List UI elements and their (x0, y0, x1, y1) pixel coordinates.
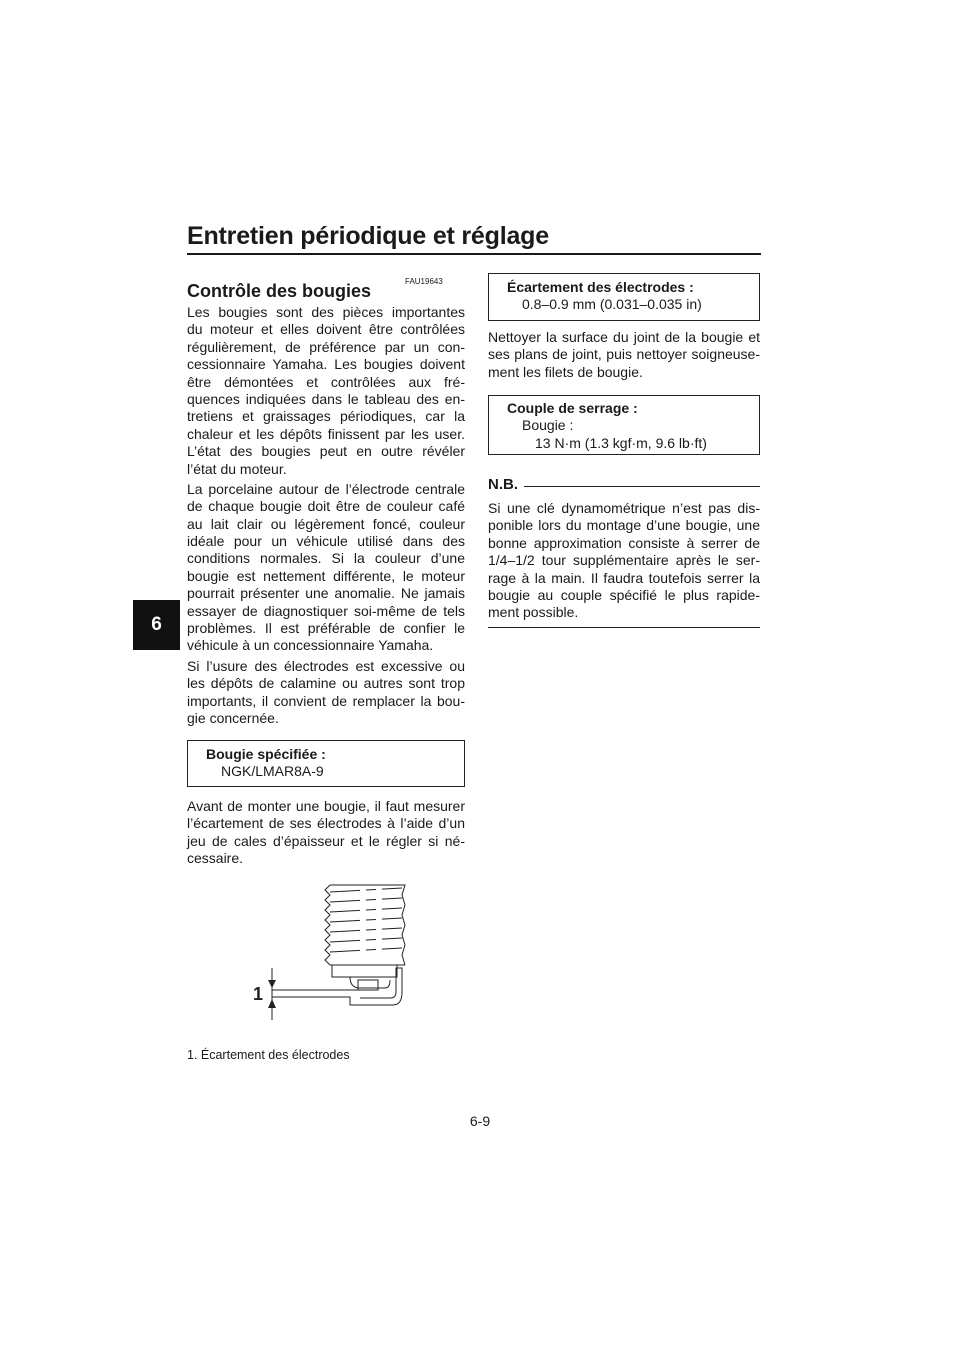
note-body (488, 500, 760, 622)
callout-1: 1 (253, 984, 264, 1004)
chapter-tab: 6 (133, 600, 180, 650)
text-line: les dépôts de calamine ou autres sont trop (187, 675, 465, 692)
text-line: Les bougies sont des pièces importantes (187, 304, 465, 320)
text-line: tretiens et graissages périodiques, car la (187, 408, 465, 425)
text-line: gie concernée. (187, 709, 279, 726)
spec-label: Bougie spécifiée : (206, 746, 326, 762)
text-line: problèmes. Il est préférable de confier le (187, 620, 465, 637)
figure-caption: 1. Écartement des électrodes (187, 1048, 350, 1062)
note-label: N.B. (488, 476, 518, 493)
text-line: Si une clé dynamométrique n’est pas dis- (488, 500, 760, 516)
text-line: l’état du moteur. (187, 460, 287, 477)
text-line: véhicule à un concessionnaire Yamaha. (187, 637, 434, 654)
page-number: 6-9 (469, 1113, 491, 1129)
text-line: ses plans de joint, puis nettoyer soigneuse- (488, 346, 760, 363)
spec-label: Couple de serrage : (507, 400, 638, 416)
page-title: Entretien périodique et réglage (187, 222, 549, 250)
note-end-rule (488, 627, 760, 628)
text-line: Avant de monter une bougie, il faut mesurer (187, 798, 465, 814)
text-line: bonne approximation consiste à serrer de (488, 534, 760, 551)
right-body (488, 329, 760, 381)
left-body (187, 304, 465, 727)
left-body-2 (187, 798, 465, 868)
text-line: Nettoyer la surface du joint de la bougie et (488, 329, 760, 345)
spec-value: NGK/LMAR8A-9 (221, 763, 324, 780)
text-line: bougie au couple spécifié le plus rapide- (488, 586, 760, 603)
text-line: L’état des bougies peut en outre révéler (187, 443, 465, 460)
text-line: l’écartement de ses électrodes à l’aide d’un (187, 815, 465, 832)
text-line: cessionnaire Yamaha. Les bougies doivent (187, 356, 465, 373)
text-line: La porcelaine autour de l’électrode centrale (187, 480, 465, 497)
text-line: jeu de cales d’épaisseur et le régler si né- (187, 832, 465, 849)
title-rule (187, 253, 761, 255)
text-line: au lait clair ou légèrement foncé, couleur (187, 515, 465, 532)
text-line: régulièrement, de préférence par un con- (187, 338, 465, 355)
text-line: ment les filets de bougie. (488, 363, 643, 380)
text-line: cessaire. (187, 850, 244, 867)
text-line: ponible lors du montage d’une bougie, une (488, 517, 760, 534)
text-line: Si l’usure des électrodes est excessive ou (187, 657, 465, 674)
text-line: chaleur et les dépôts finissent par les user. (187, 425, 465, 442)
note-rule (524, 486, 760, 487)
text-line: du moteur et elles doivent être contrôlées (187, 321, 465, 338)
text-line: importants, il convient de remplacer la bou- (187, 692, 465, 709)
section-code: FAU19643 (405, 277, 443, 286)
text-line: ment possible. (488, 604, 579, 621)
spec-gap-box (488, 273, 760, 321)
text-line: 1/4–1/2 tour supplémentaire après le ser- (488, 552, 760, 569)
spec-value: 0.8–0.9 mm (0.031–0.035 in) (522, 296, 702, 313)
text-line: essayer de diagnostiquer soi-même de tels (187, 602, 465, 619)
section-heading: Contrôle des bougies (187, 281, 372, 301)
text-line: quences indiquées dans le tableau des en- (187, 390, 465, 407)
spark-plug-diagram (250, 880, 410, 1020)
spec-item: Bougie : (522, 417, 574, 434)
spec-torque-box (488, 395, 760, 455)
spec-plug-box (187, 740, 465, 787)
text-line: pourrait présenter une anomalie. Ne jamais (187, 585, 465, 602)
text-line: conditions normales. Si la couleur d’une (187, 550, 465, 567)
text-line: idéale pour un véhicule utilisé dans des (187, 533, 465, 550)
text-line: de chaque bougie doit être de couleur café (187, 498, 465, 515)
text-line: bougie est nettement différente, le moteur (187, 567, 465, 584)
spec-label: Écartement des électrodes : (507, 279, 694, 295)
text-line: être démontées et contrôlées aux fré- (187, 373, 465, 390)
spec-value: 13 N·m (1.3 kgf·m, 9.6 lb·ft) (535, 434, 707, 451)
text-line: rage à la main. Il faudra toutefois serrer la (488, 569, 760, 586)
